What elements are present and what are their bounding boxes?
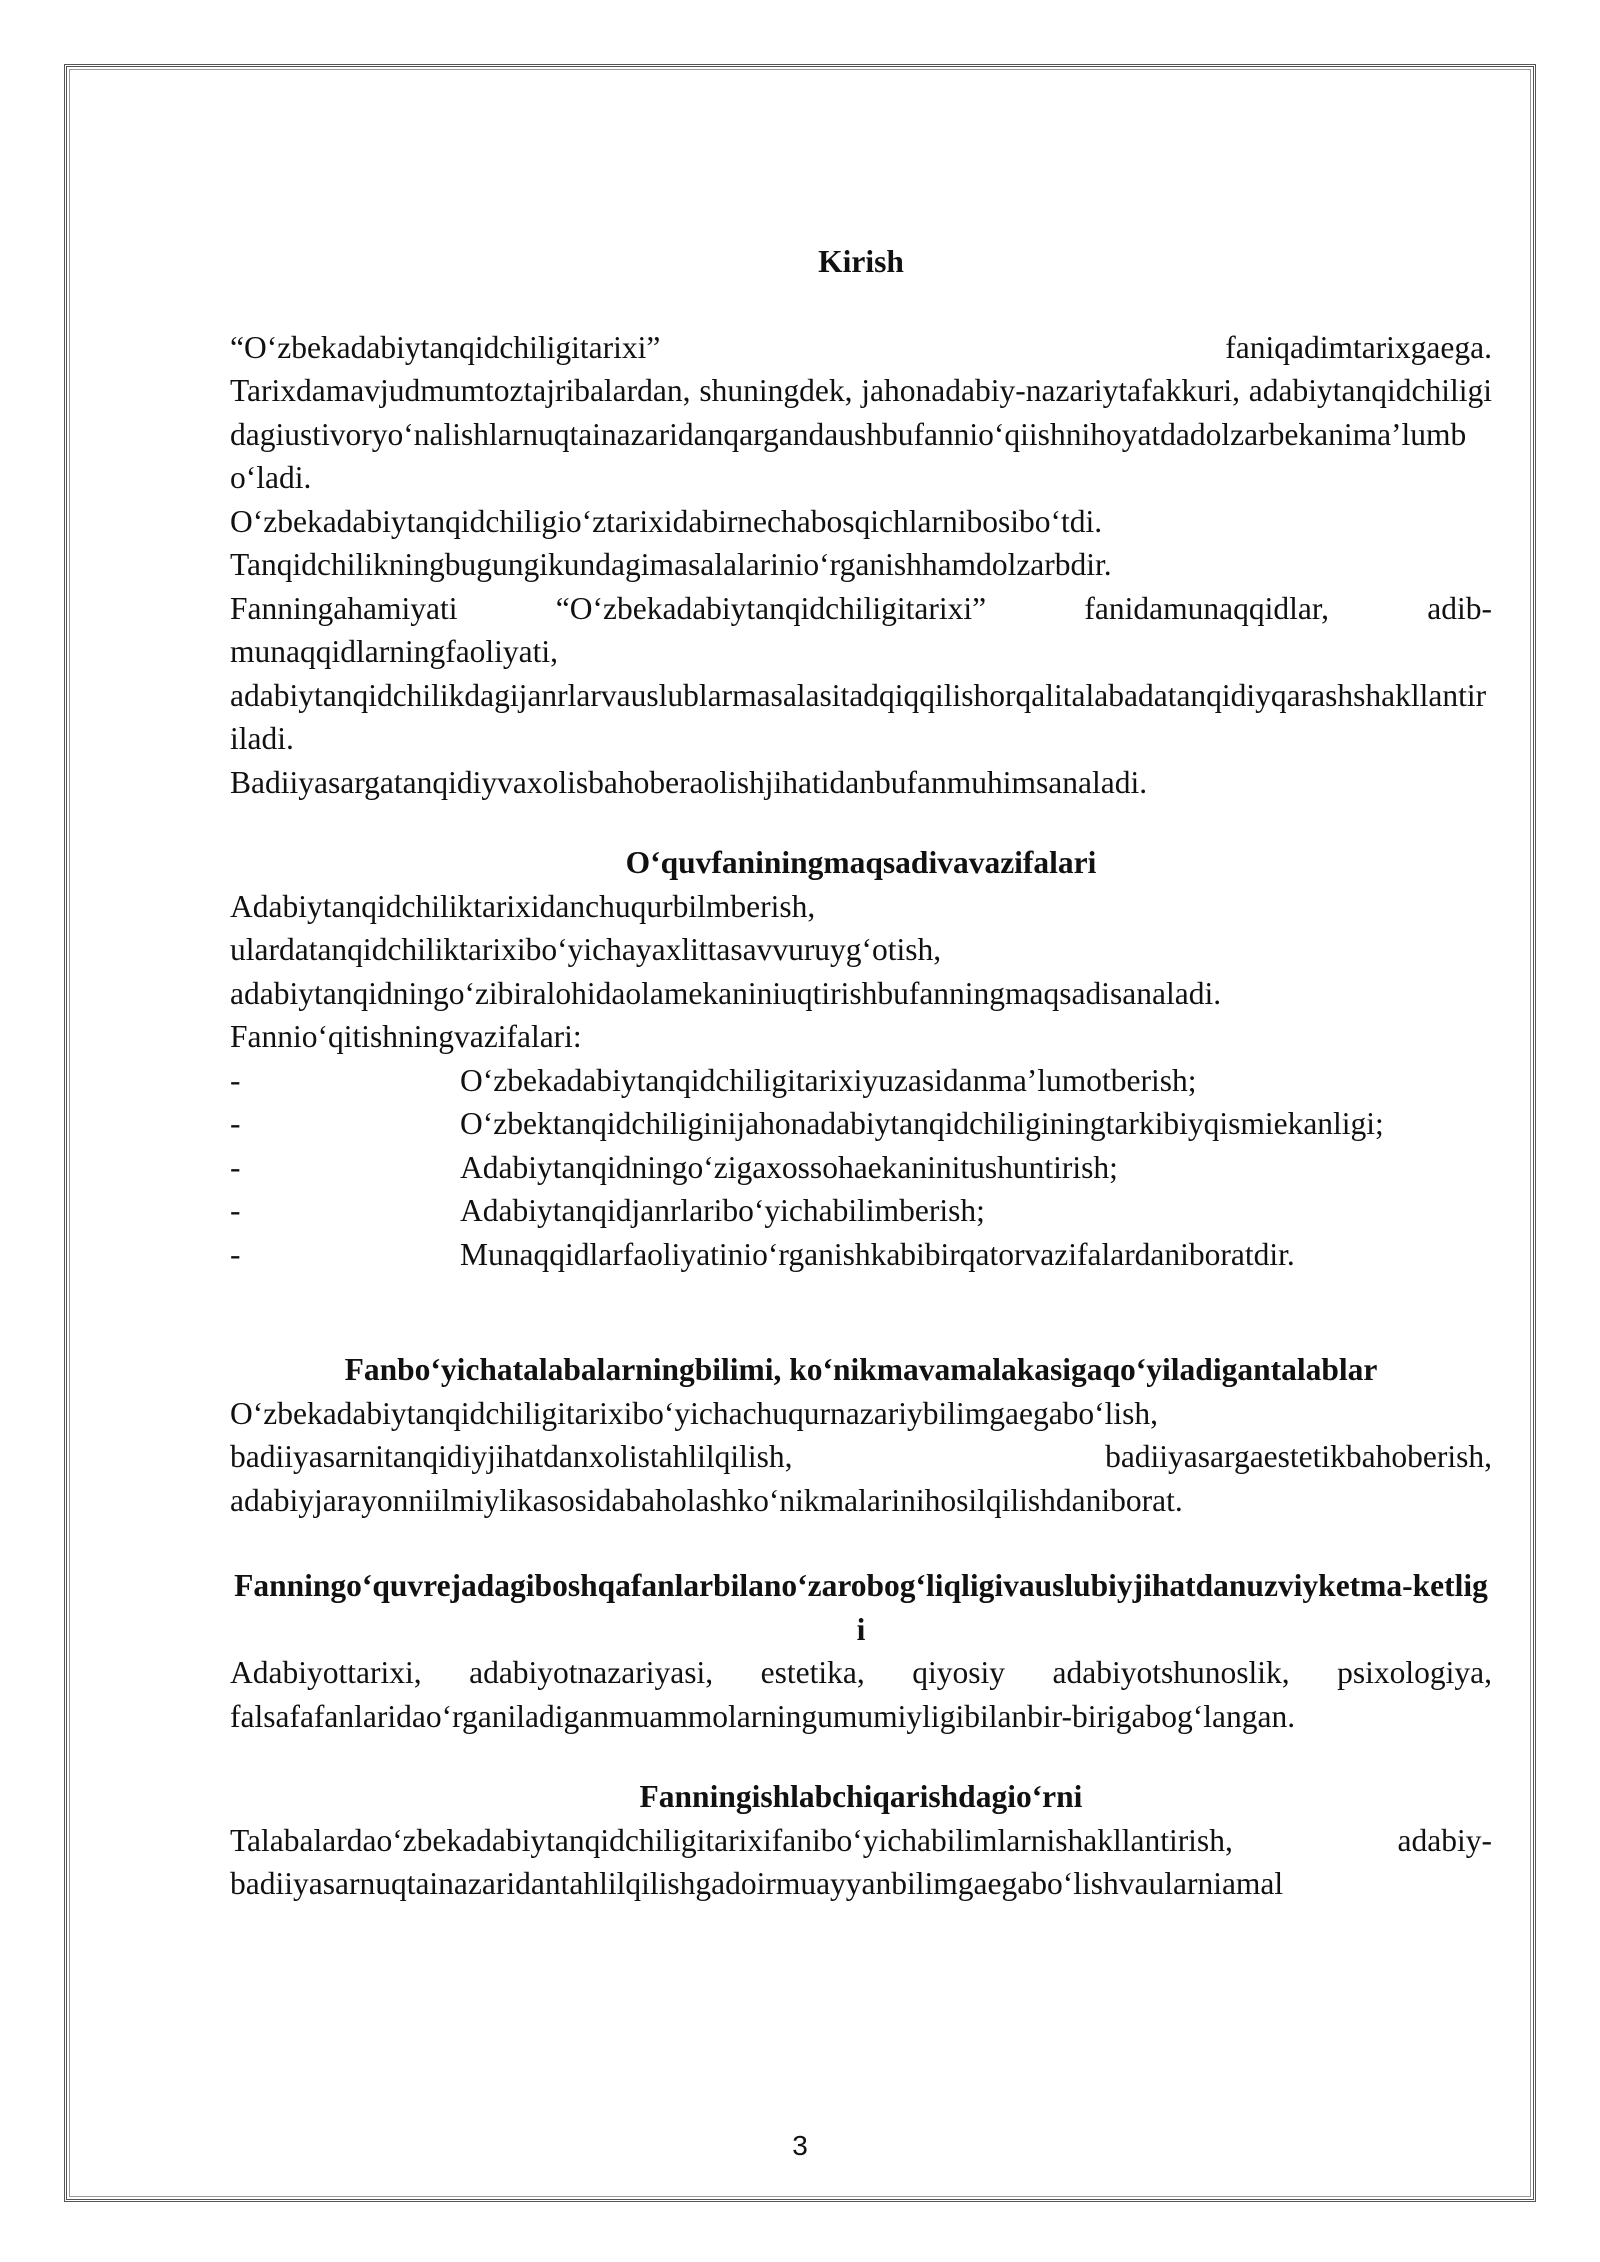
- task-text: O‘zbekadabiytanqidchiligitarixiyuzasidanma’lumotberish;: [460, 1062, 1197, 1098]
- task-item: [230, 1102, 1492, 1146]
- task-item: [230, 1059, 1492, 1103]
- requirements-text: O‘zbekadabiytanqidchiligitarixibo‘yichachuqurnazariybilimgaegabo‘lish, badiiyasarnitanqidiyjihatdanxolistahlilqilish, badiiyasargaestetikbahoberish, adabiyjarayonniilmiylikasosidabaholashko‘nikmalarinihosilqilishdaniborat.: [230, 1395, 1492, 1518]
- intro-paragraph-1: [230, 326, 1492, 500]
- task-text: O‘zbektanqidchiliginijahonadabiytanqidchiliginingtarkibiyqismiekanligi;: [460, 1106, 1384, 1141]
- goals-line-1: Adabiytanqidchiliktarixidanchuqurbilmberish,: [230, 888, 816, 924]
- intro-course-history: faniqadimtarixgaega.: [1225, 329, 1492, 365]
- dash-marker: -: [230, 1193, 241, 1228]
- tasks-intro: Fannio‘qitishningvazifalari:: [230, 1019, 582, 1054]
- intro-paragraph-6: Badiiyasargatanqidiyvaxolisbahoberaolishjihatidanbufanmuhimsanaladi.: [230, 764, 1148, 800]
- links-heading: Fanningo‘quvrejadagiboshqafanlarbilano‘zarobog‘liqligivauslubiyjihatdanuzviyketma-ketligi: [234, 1568, 1488, 1647]
- task-item: [230, 1146, 1492, 1190]
- dash-marker: -: [230, 1149, 241, 1185]
- page-number: 3: [792, 2130, 808, 2161]
- links-text: Adabiyottarixi, adabiyotnazariyasi, estetika, qiyosiy adabiyotshunoslik, psixologiya, falsafafanlaridao‘rganiladiganmuammolarningumumiyligibilanbir-birigabog‘langan.: [230, 1655, 1492, 1734]
- production-heading: Fanningishlabchiqarishdagio‘rni: [639, 1779, 1083, 1814]
- task-item: [230, 1233, 1492, 1277]
- dash-marker: -: [230, 1236, 241, 1272]
- intro-paragraph-4: Fanningahamiyati “O‘zbekadabiytanqidchiligitarixi” fanidamunaqqidlar, adib-munaqqidlarningfaoliyati,: [230, 590, 1492, 669]
- intro-paragraph-3: Tanqidchilikningbugungikundagimasalalarinio‘rganishhamdolzarbdir.: [230, 547, 1112, 582]
- task-text: Munaqqidlarfaoliyatinio‘rganishkabibirqatorvazifalardaniboratdir.: [460, 1236, 1295, 1272]
- document-page: [230, 240, 1492, 1906]
- goals-line-3: adabiytanqidningo‘zibiralohidaolamekaniniuqtirishbufanningmaqsadisanaladi.: [230, 975, 1222, 1011]
- dash-marker: -: [230, 1062, 241, 1098]
- task-text: Adabiytanqidjanrlaribo‘yichabilimberish;: [460, 1193, 985, 1228]
- goals-line-2: ulardatanqidchiliktarixibo‘yichayaxlittasavvuruyg‘otish,: [230, 932, 942, 967]
- goals-heading: O‘quvfaniningmaqsadivavazifalari: [625, 845, 1097, 880]
- intro-paragraph-1-rest: Tarixdamavjudmumtoztajribalardan, shuningdek, jahonadabiy-nazariytafakkuri, adabiytanqidchiligidagiustivoryo‘nalishlarnuqtainazaridanqargandaushbufannio‘qiishnihoyatdadolzarbekanima’lumbo‘ladi.: [230, 373, 1492, 495]
- intro-paragraph-2: O‘zbekadabiytanqidchiligio‘ztarixidabirnechabosqichlarnibosibo‘tdi.: [230, 503, 1103, 539]
- task-text: Adabiytanqidningo‘zigaxossohaekaninitushuntirish;: [460, 1149, 1118, 1185]
- requirements-heading: Fanbo‘yichatalabalarningbilimi, ko‘nikmavamalakasigaqo‘yiladigantalablar: [344, 1352, 1378, 1387]
- production-text: Talabalardao‘zbekadabiytanqidchiligitarixifanibo‘yichabilimlarnishakllantirish, adabiy-badiiyasarnuqtainazaridantahlilqilishgadoirmuayyanbilimgaegabo‘lishvaularniamal: [230, 1822, 1492, 1901]
- task-item: [230, 1189, 1492, 1233]
- intro-course-name: “O‘zbekadabiytanqidchiligitarixi”: [230, 329, 661, 365]
- dash-marker: -: [230, 1106, 241, 1141]
- section-title-kirish: Kirish: [818, 244, 904, 279]
- intro-paragraph-5: adabiytanqidchilikdagijanrlarvauslublarmasalasitadqiqqilishorqalitalabadatanqidiyqarashshakllantiriladi.: [230, 677, 1487, 756]
